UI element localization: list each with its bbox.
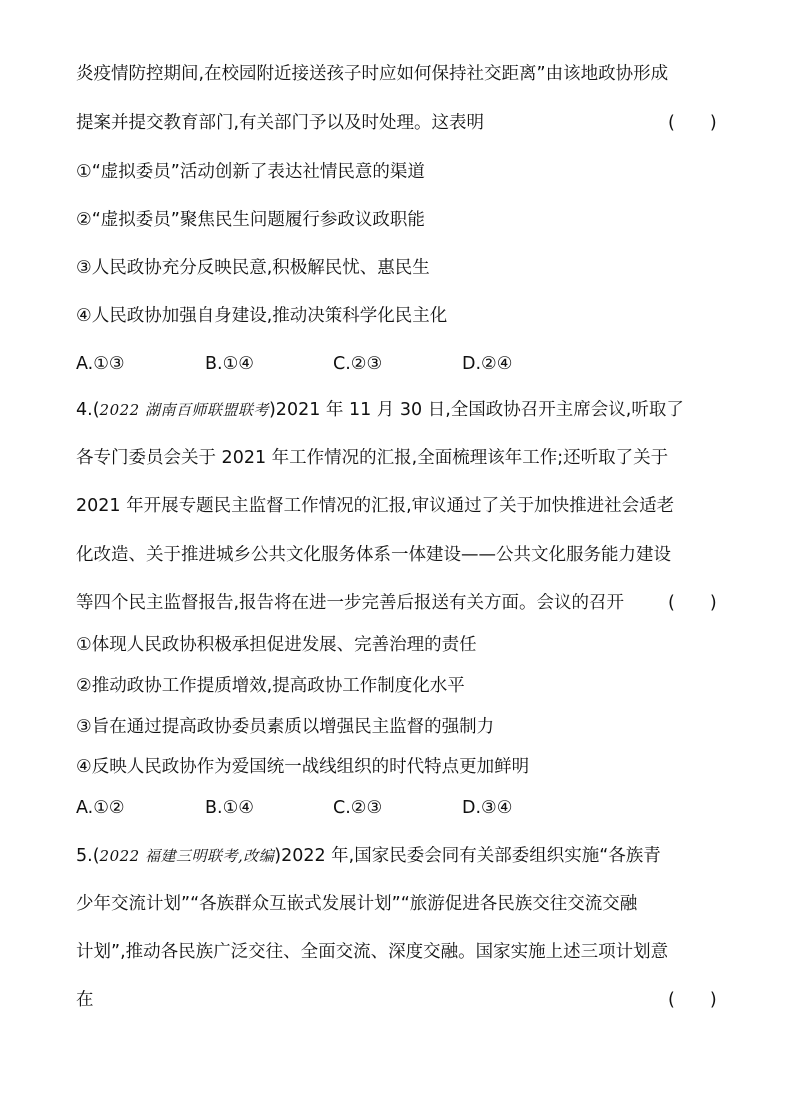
question-5-line-3: 计划”,推动各民族广泛交往、全面交流、深度交融。国家实施上述三项计划意 [76,942,669,962]
statement-4: ④反映人民政协作为爱国统一战线组织的时代特点更加鲜明 [76,757,530,777]
statement-3: ③旨在通过提高政协委员素质以增强民主监督的强制力 [76,717,495,737]
option-a: A.①② [76,798,125,818]
question-4-text: )2021 年 11 月 30 日,全国政协召开主席会议,听取了 [268,400,684,420]
question-5-line-2: 少年交流计划”“各族群众互嵌式发展计划”“旅游促进各民族交往交流交融 [76,894,638,914]
question-4-line-2: 各专门委员会关于 2021 年工作情况的汇报,全面梳理该年工作;还听取了关于 [76,448,669,468]
question-5-line-4: 在 [76,990,94,1010]
question-4-line-1 [76,398,726,422]
option-b: B.①④ [205,798,254,818]
question-prev-line-1: 炎疫情防控期间,在校园附近接送孩子时应如何保持社交距离”由该地政协形成 [76,64,669,84]
answer-bracket: ( ) [668,593,717,613]
statement-3: ③人民政协充分反映民意,积极解民忧、惠民生 [76,258,430,278]
question-4-line-4: 化改造、关于推进城乡公共文化服务体系一体建设——公共文化服务能力建设 [76,545,671,565]
question-prev-line-2: 提案并提交教育部门,有关部门予以及时处理。这表明 [76,113,485,133]
question-5-line-1 [76,844,726,868]
question-source: 2022 湖南百师联盟联考 [99,401,269,419]
statement-2: ②推动政协工作提质增效,提高政协工作制度化水平 [76,676,465,696]
statement-2: ②“虚拟委员”聚焦民生问题履行参政议政职能 [76,210,425,230]
question-4-line-3: 2021 年开展专题民主监督工作情况的汇报,审议通过了关于加快推进社会适老 [76,496,675,516]
statement-4: ④人民政协加强自身建设,推动决策科学化民主化 [76,306,448,326]
option-a: A.①③ [76,354,125,374]
question-source: 2022 福建三明联考,改编 [99,847,275,865]
option-c: C.②③ [333,798,383,818]
option-d: D.③④ [462,798,513,818]
question-4-line-5: 等四个民主监督报告,报告将在进一步完善后报送有关方面。会议的召开 [76,593,625,613]
option-b: B.①④ [205,354,254,374]
question-number: 5.( [76,846,100,866]
answer-bracket: ( ) [668,990,717,1010]
question-number: 4.( [76,400,100,420]
answer-bracket: ( ) [668,113,717,133]
question-5-text: )2022 年,国家民委会同有关部委组织实施“各族青 [274,846,661,866]
option-d: D.②④ [462,354,513,374]
statement-1: ①“虚拟委员”活动创新了表达社情民意的渠道 [76,162,425,182]
statement-1: ①体现人民政协积极承担促进发展、完善治理的责任 [76,635,477,655]
option-c: C.②③ [333,354,383,374]
